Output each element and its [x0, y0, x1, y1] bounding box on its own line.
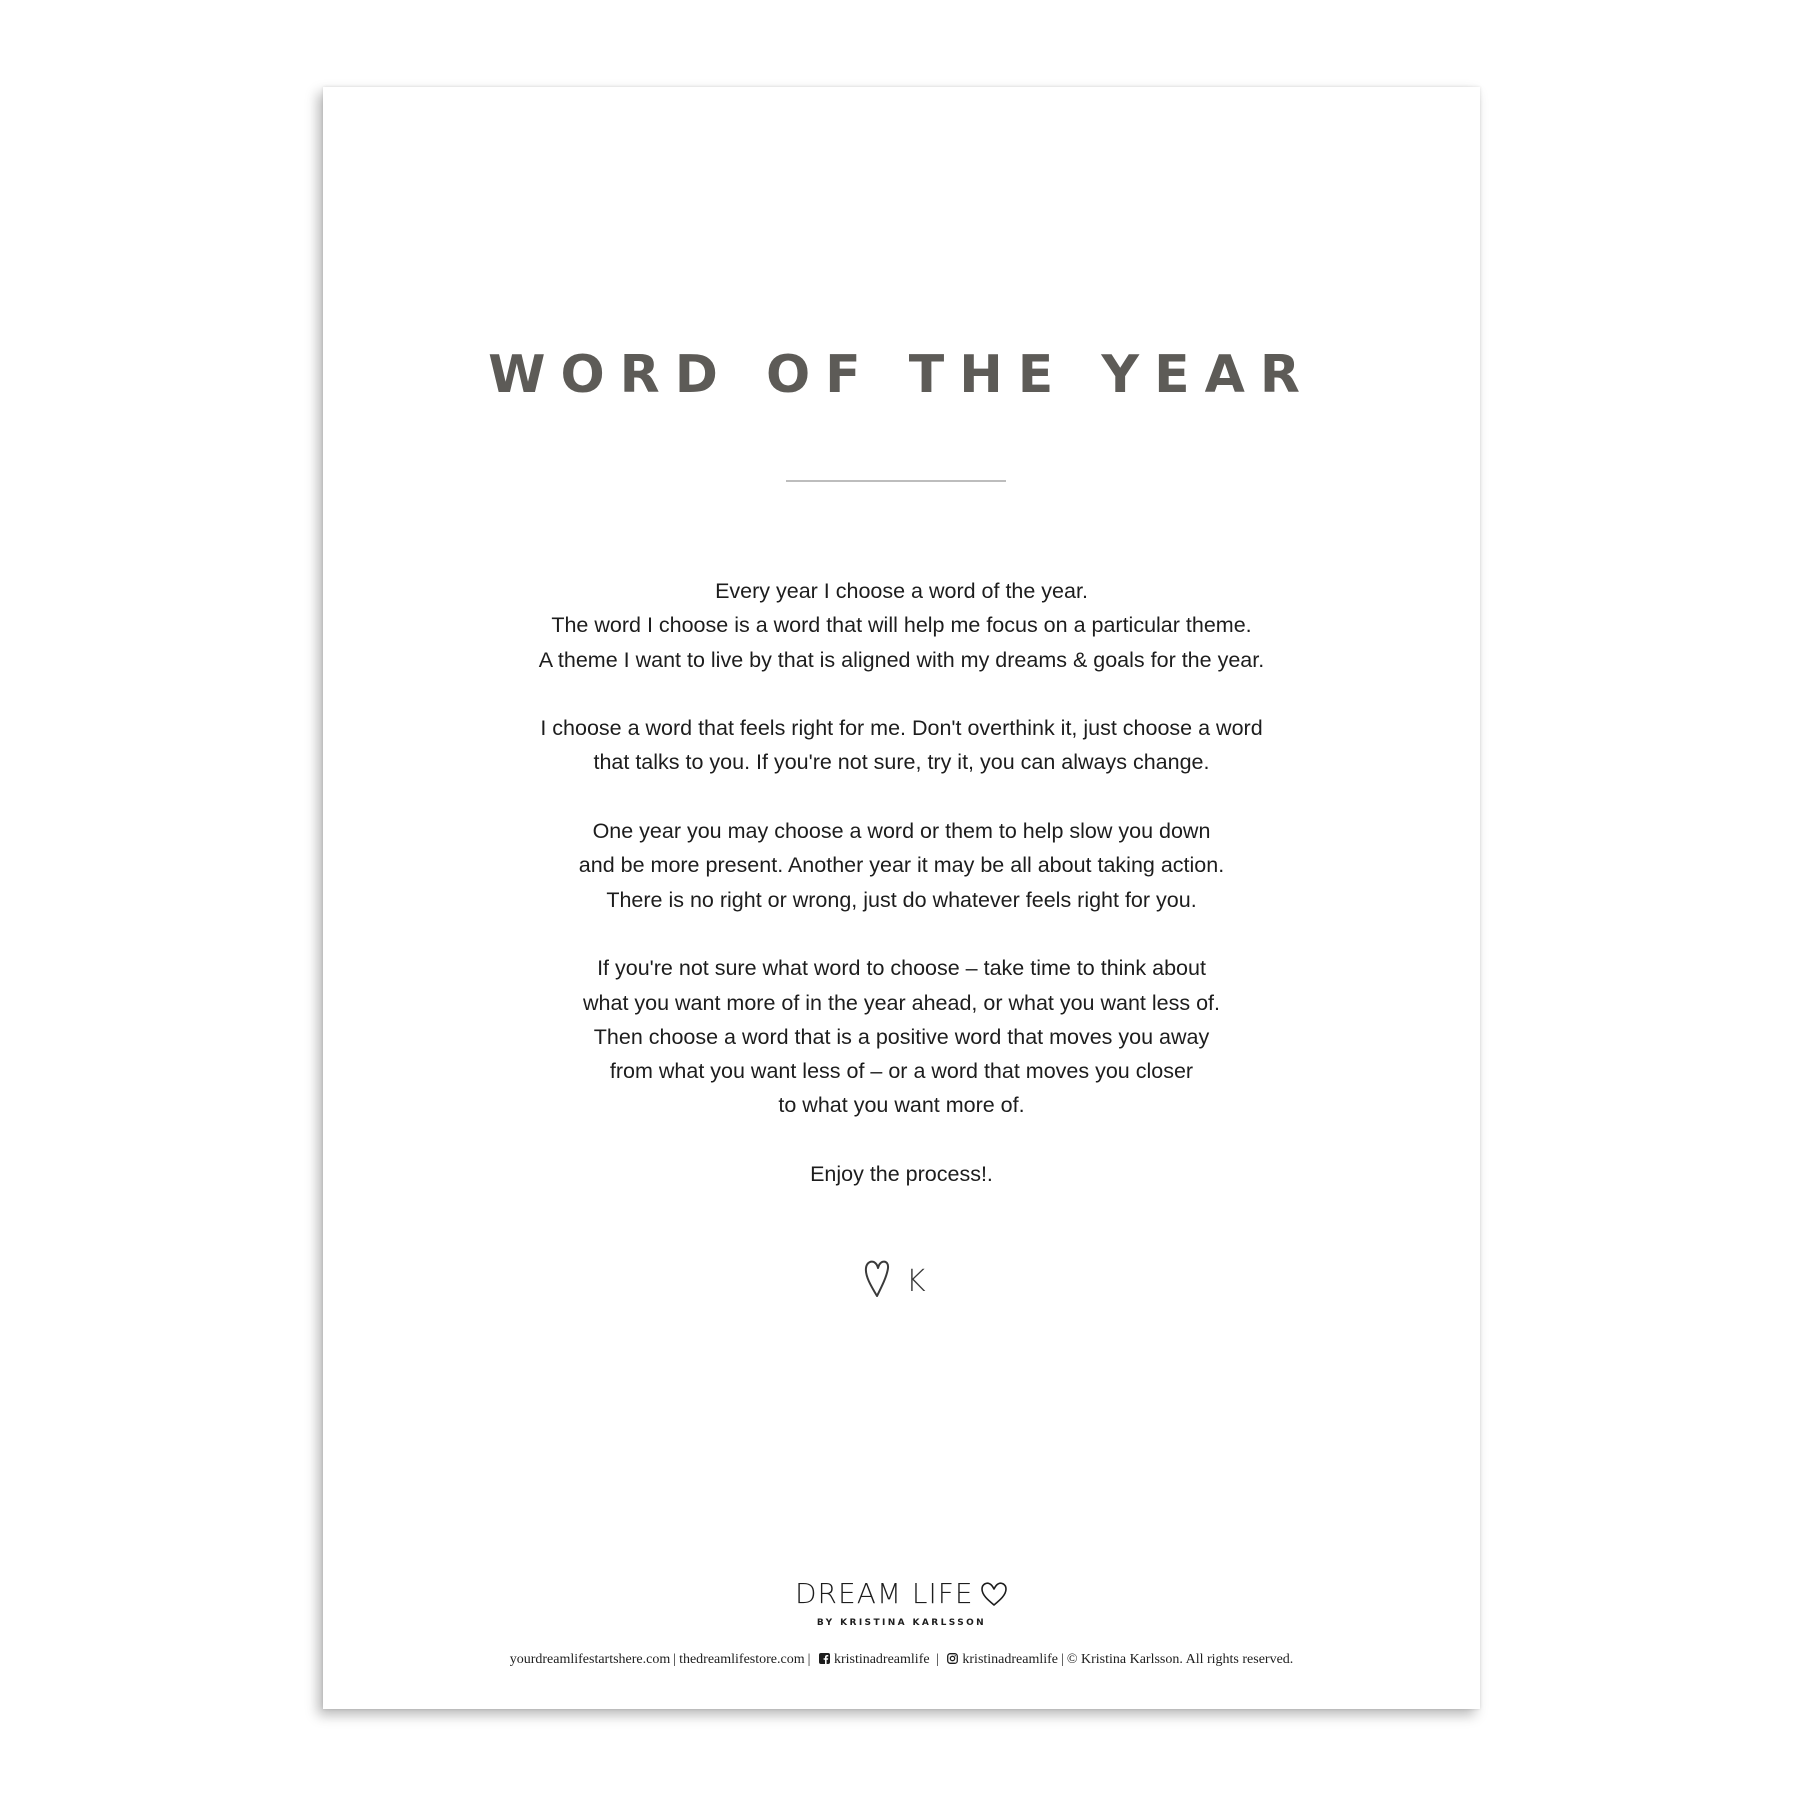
facebook-icon: [819, 1653, 830, 1664]
footer-copyright: © Kristina Karlsson. All rights reserved.: [1066, 1652, 1294, 1667]
paragraph-4: [413, 951, 1390, 1122]
brand-logo: [323, 1577, 1480, 1610]
brand-name: DREAM LIFE: [794, 1577, 974, 1610]
text-line: to what you want more of.: [778, 1093, 1025, 1118]
text-line: that talks to you. If you're not sure, try it, you can always change.: [593, 750, 1210, 775]
text-line: and be more present. Another year it may be all about taking action.: [578, 853, 1225, 878]
footer-instagram-handle[interactable]: kristinadreamlife: [962, 1652, 1059, 1667]
paragraph-5: [413, 1157, 1390, 1191]
heart-icon: [866, 1262, 888, 1296]
title-divider: [786, 480, 1006, 482]
paragraph-2: [413, 711, 1390, 780]
footer-link-site2[interactable]: thedreamlifestore.com: [679, 1652, 805, 1667]
text-line: If you're not sure what word to choose – take time to think about: [597, 956, 1206, 981]
page-title: WORD OF THE YEAR: [488, 345, 1315, 405]
text-line: Every year I choose a word of the year.: [715, 579, 1088, 603]
instagram-icon: [947, 1653, 958, 1664]
document-page: [323, 87, 1480, 1709]
heart-icon: [980, 1581, 1008, 1607]
signature-letter: K: [906, 1264, 926, 1299]
text-line: A theme I want to live by that is aligned with my dreams & goals for the year.: [538, 647, 1265, 672]
footer-facebook-handle[interactable]: kristinadreamlife: [833, 1652, 930, 1667]
brand-byline: BY KRISTINA KARLSSON: [816, 1618, 987, 1628]
paragraph-1: [413, 574, 1390, 677]
text-line: There is no right or wrong, just do whatever feels right for you.: [606, 887, 1197, 912]
text-line: Then choose a word that is a positive word that moves you away: [593, 1024, 1210, 1049]
footer: yourdreamlifestartshere.com | thedreamlifestore.com | kristinadreamlife | kristinadreamlife | © Kristina Karlsson. All rights reserved.: [509, 1652, 1294, 1667]
signature: [863, 1254, 943, 1300]
text-line: what you want more of in the year ahead, or what you want less of.: [583, 990, 1220, 1015]
text-line: from what you want less of – or a word that moves you closer: [609, 1059, 1194, 1084]
footer-link-site1[interactable]: yourdreamlifestartshere.com: [509, 1652, 671, 1667]
paragraph-3: [413, 814, 1390, 917]
text-line: One year you may choose a word or them to help slow you down: [592, 819, 1211, 844]
text-line: The word I choose is a word that will help me focus on a particular theme.: [551, 613, 1252, 638]
text-line: Enjoy the process!.: [810, 1162, 993, 1187]
text-line: I choose a word that feels right for me. Don't overthink it, just choose a word: [540, 716, 1263, 741]
body-text: [413, 574, 1390, 1226]
